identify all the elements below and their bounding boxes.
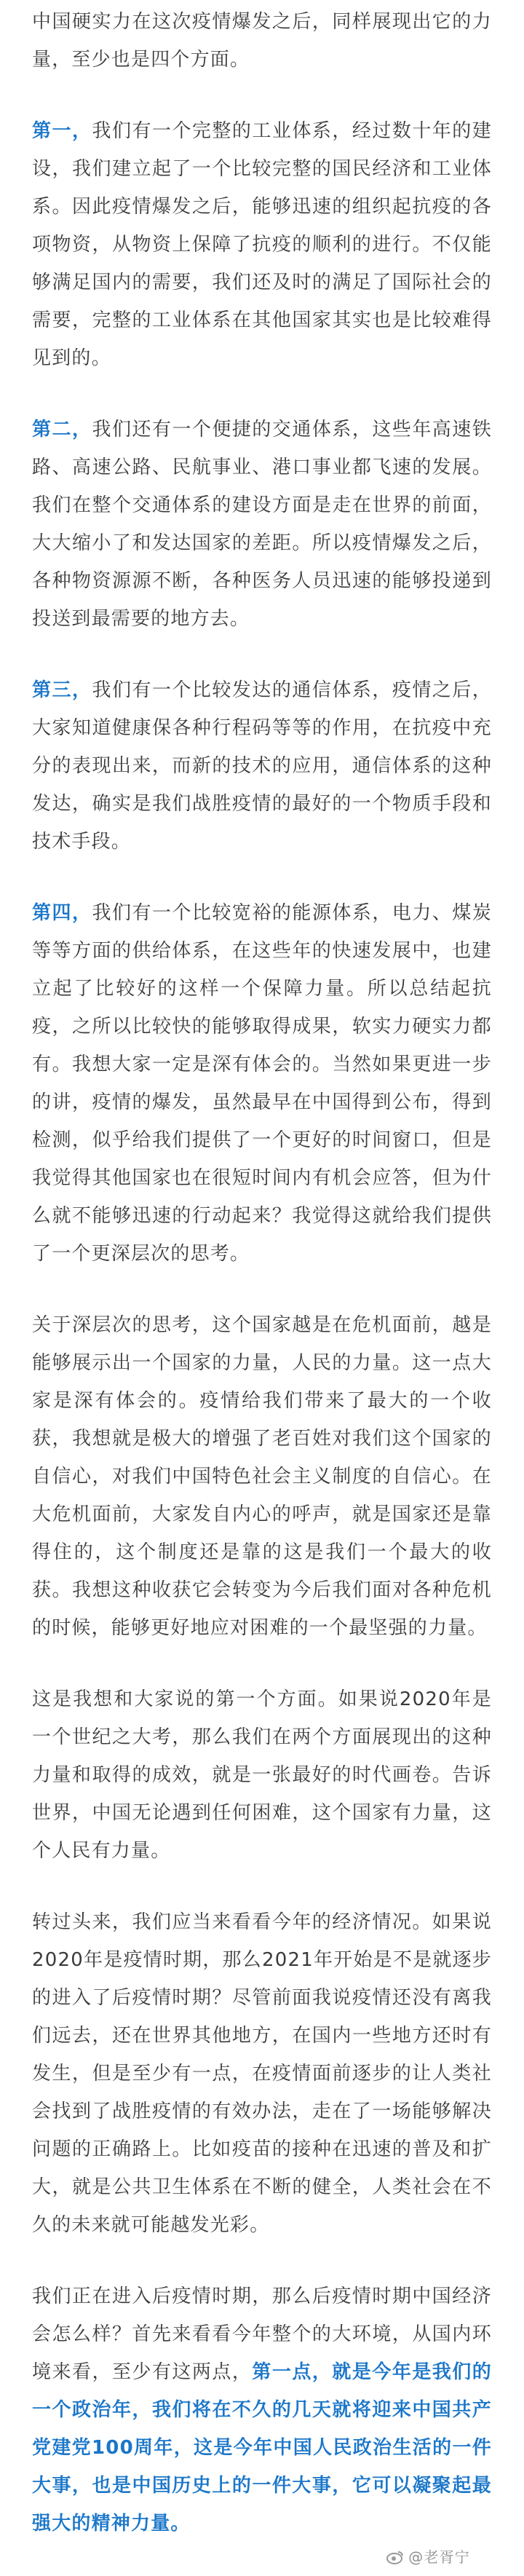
watermark-text: @老胥宁 [408,2548,470,2566]
paragraph-post-epidemic: 转过头来，我们应当来看看今年的经济情况。如果说2020年是疫情时期，那么2021年开始是不是就逐步的进入了后疫情时期？尽管前面我说疫情还没有离我们远去，还在世界其他地方，在国内一些地方还时有发生，但是至少有一点，在疫情面前逐步的让人类社会找到了战胜疫情的有效办法，走在了一场能够解决问题的正确路上。比如疫苗的接种在迅速的普及和扩大，就是公共卫生体系在不断的健全，人类社会在不久的未来就可能越发光彩。 [32,1911,492,2236]
paragraph-third: 第三，我们有一个比较发达的通信体系，疫情之后，大家知道健康保各种行程码等等的作用，在抗疫中充分的表现出来，而新的技术的应用，通信体系的这种发达，确实是我们战胜疫情的最好的一个物质手段和技术手段。 [32,679,492,853]
paragraph-lead: 第三， [32,679,92,701]
highlight-text: 第一点，就是今年是我们的一个政治年，我们将在不久的几天就将迎来中国共产党建党100周年，这是今年中国人民政治生活的一件大事，也是中国历史上的一件大事，它可以凝聚起最强大的精神力量。 [32,2361,493,2534]
watermark [386,2538,470,2576]
paragraph-intro: 中国硬实力在这次疫情爆发之后，同样展现出它的力量，至少也是四个方面。 [32,11,492,71]
paragraph-lead: 第四， [32,902,92,924]
weibo-eye-icon [386,2550,404,2564]
paragraph-economy: 我们正在进入后疫情时期，那么后疫情时期中国经济会怎么样？首先来看看今年整个的大环境，从国内环境来看，至少有这两点，第一点，就是今年是我们的一个政治年，我们将在不久的几天就将迎来中国共产党建党100周年，这是今年中国人民政治生活的一件大事，也是中国历史上的一件大事，它可以凝聚起最强大的精神力量。 [32,2285,493,2534]
article-body [0,3,524,2566]
paragraph-first: 第一，我们有一个完整的工业体系，经过数十年的建设，我们建立起了一个比较完整的国民经济和工业体系。因此疫情爆发之后，能够迅速的组织起抗疫的各项物资，从物资上保障了抗疫的顺利的进行。不仅能够满足国内的需要，我们还及时的满足了国际社会的需要，完整的工业体系在其他国家其实也是比较难得见到的。 [32,120,492,369]
paragraph-lead: 第二， [32,419,92,440]
paragraph-deep-thinking: 关于深层次的思考，这个国家越是在危机面前，越是能够展示出一个国家的力量，人民的力量。这一点大家是深有体会的。疫情给我们带来了最大的一个收获，我想就是极大的增强了老百姓对我们这个国家的自信心，对我们中国特色社会主义制度的自信心。在大危机面前，大家发自内心的呼声，就是国家还是靠得住的，这个制度还是靠的这是我们一个最大的收获。我想这种收获它会转变为今后我们面对各种危机的时候，能够更好地应对困难的一个最坚强的力量。 [32,1314,492,1639]
paragraph-fourth: 第四，我们有一个比较宽裕的能源体系，电力、煤炭等等方面的供给体系，在这些年的快速发展中，也建立起了比较好的这样一个保障力量。所以总结起抗疫，之所以比较快的能够取得成果，软实力硬实力都有。我想大家一定是深有体会的。当然如果更进一步的讲，疫情的爆发，虽然最早在中国得到公布，得到检测，似乎给我们提供了一个更好的时间窗口，但是我觉得其他国家也在很短时间内有机会应答，但为什么就不能够迅速的行动起来？我觉得这就给我们提供了一个更深层次的思考。 [32,902,492,1265]
paragraph-lead: 第一， [32,120,92,142]
paragraph-second: 第二，我们还有一个便捷的交通体系，这些年高速铁路、高速公路、民航事业、港口事业都飞速的发展。我们在整个交通体系的建设方面是走在世界的前面，大大缩小了和发达国家的差距。所以疫情爆发之后，各种物资源源不断，各种医务人员迅速的能够投递到投送到最需要的地方去。 [32,419,492,630]
paragraph-2020-exam: 这是我想和大家说的第一个方面。如果说2020年是一个世纪之大考，那么我们在两个方面展现出的这种力量和取得的成效，就是一张最好的时代画卷。告诉世界，中国无论遇到任何困难，这个国家有力量，这个人民有力量。 [32,1688,492,1862]
